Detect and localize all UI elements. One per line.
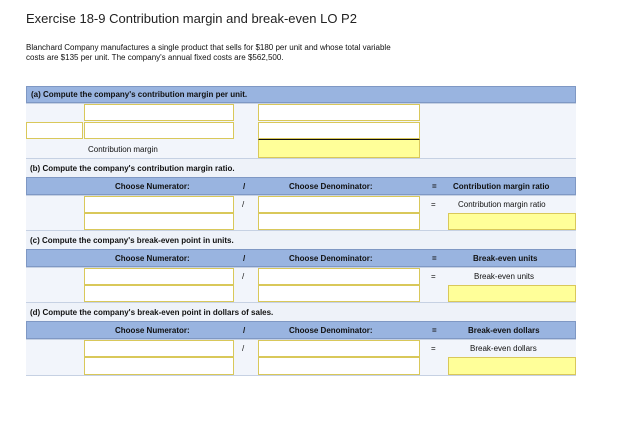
part-b-result-header: Contribution margin ratio: [453, 182, 550, 191]
part-b-columns-header: [26, 177, 576, 195]
part-c-divide-sign-row: /: [242, 272, 245, 281]
description-line-1: Blanchard Company manufactures a single product that sells for $180 per unit and whose total variable: [26, 43, 391, 52]
part-c-divide-sign: /: [243, 254, 246, 263]
part-a-amount-input-1[interactable]: [258, 104, 420, 121]
part-b-numerator-select[interactable]: [84, 196, 234, 213]
part-d-header-text: (d) Compute the company's break-even point in dollars of sales.: [30, 308, 274, 317]
problem-description: [26, 43, 546, 63]
part-b-denominator-label: Choose Denominator:: [289, 182, 373, 191]
part-d-denominator-input[interactable]: [258, 357, 420, 375]
part-d-numerator-label: Choose Numerator:: [115, 326, 190, 335]
part-d-numerator-input[interactable]: [84, 357, 234, 375]
part-d-divide-sign: /: [243, 326, 246, 335]
part-d-equals-sign-row: =: [431, 344, 436, 353]
part-b-header-text: (b) Compute the company's contribution margin ratio.: [30, 164, 235, 173]
part-b-equals-sign: =: [432, 182, 437, 191]
part-a-label-select-1[interactable]: [84, 104, 234, 121]
part-c-result-header: Break-even units: [473, 254, 538, 263]
description-line-2: costs are $135 per unit. The company's annual fixed costs are $562,500.: [26, 53, 284, 62]
part-a-amount-input-2[interactable]: [258, 122, 420, 139]
part-d-equals-sign: =: [432, 326, 437, 335]
part-d-result-header: Break-even dollars: [468, 326, 540, 335]
part-d-columns-header: [26, 321, 576, 339]
part-c-denominator-select[interactable]: [258, 268, 420, 285]
break-even-units-input[interactable]: [448, 285, 576, 302]
part-b-result-label: Contribution margin ratio: [458, 200, 546, 209]
part-c-header-text: (c) Compute the company's break-even point in units.: [30, 236, 234, 245]
part-c-denominator-label: Choose Denominator:: [289, 254, 373, 263]
part-c-numerator-input[interactable]: [84, 285, 234, 302]
part-b-numerator-label: Choose Numerator:: [115, 182, 190, 191]
part-a-header-text: (a) Compute the company's contribution margin per unit.: [31, 90, 248, 99]
part-a-result-label: Contribution margin: [88, 145, 158, 154]
page-title: Exercise 18-9 Contribution margin and break-even LO P2: [26, 11, 357, 26]
contribution-margin-input[interactable]: [258, 139, 420, 158]
part-b-denominator-select[interactable]: [258, 196, 420, 213]
part-b-header-row: [26, 159, 576, 177]
part-c-numerator-label: Choose Numerator:: [115, 254, 190, 263]
break-even-dollars-input[interactable]: [448, 357, 576, 375]
part-c-header-row: [26, 231, 576, 249]
part-a-sign-input[interactable]: [26, 122, 83, 139]
part-d-result-label: Break-even dollars: [470, 344, 537, 353]
part-c-equals-sign: =: [432, 254, 437, 263]
part-b-divide-sign-row: /: [242, 200, 245, 209]
contribution-margin-ratio-input[interactable]: [448, 213, 576, 230]
part-c-columns-header: [26, 249, 576, 267]
part-b-equals-sign-row: =: [431, 200, 436, 209]
part-d-denominator-label: Choose Denominator:: [289, 326, 373, 335]
part-b-denominator-input[interactable]: [258, 213, 420, 230]
part-b-numerator-input[interactable]: [84, 213, 234, 230]
part-a-label-select-2[interactable]: [84, 122, 234, 139]
part-c-numerator-select[interactable]: [84, 268, 234, 285]
part-d-header-row: [26, 303, 576, 321]
part-a-header: [26, 86, 576, 103]
part-b-divide-sign: /: [243, 182, 246, 191]
part-d-divide-sign-row: /: [242, 344, 245, 353]
part-c-result-label: Break-even units: [474, 272, 535, 281]
part-c-denominator-input[interactable]: [258, 285, 420, 302]
part-c-equals-sign-row: =: [431, 272, 436, 281]
part-d-numerator-select[interactable]: [84, 340, 234, 357]
part-d-denominator-select[interactable]: [258, 340, 420, 357]
